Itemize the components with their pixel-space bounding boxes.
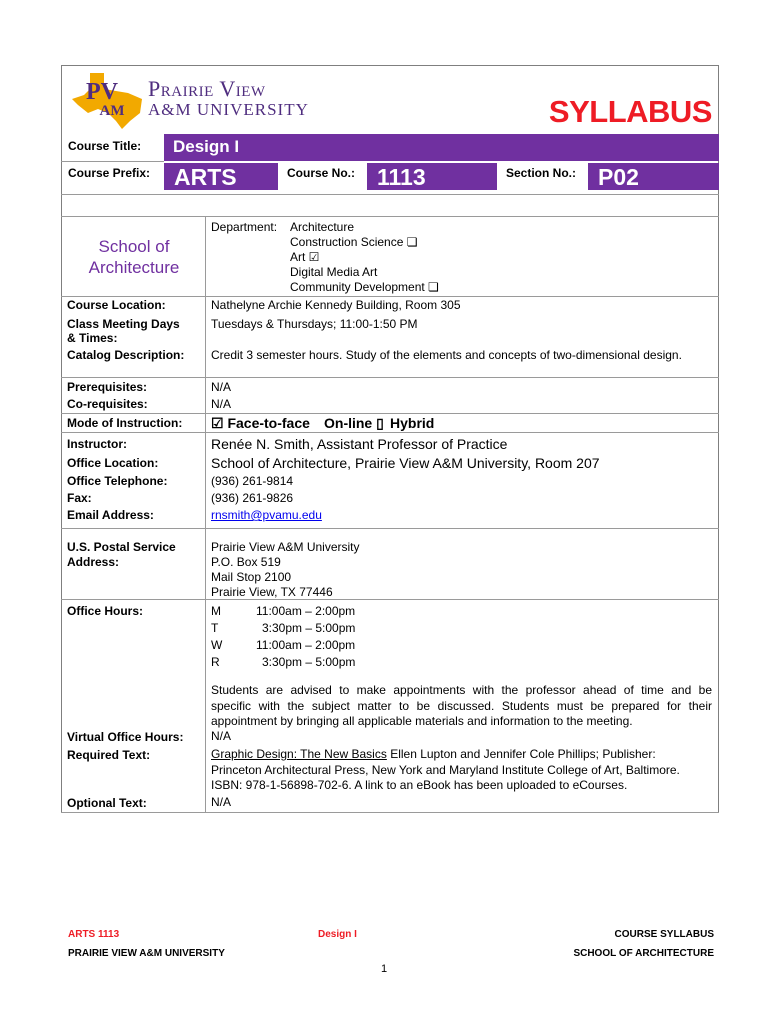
office-phone-value: (936) 261-9814 bbox=[211, 474, 294, 488]
divider bbox=[61, 194, 719, 195]
section-number: P02 bbox=[598, 164, 639, 190]
office-hours-label: Office Hours: bbox=[67, 604, 144, 618]
department-community: Community Development ❏ bbox=[290, 280, 439, 294]
divider bbox=[61, 528, 719, 529]
department-label: Department: bbox=[211, 220, 278, 234]
department-construction: Construction Science ❏ bbox=[290, 235, 418, 249]
course-title-bar bbox=[164, 134, 719, 161]
office-phone-label: Office Telephone: bbox=[67, 474, 168, 488]
divider bbox=[61, 413, 719, 414]
divider bbox=[61, 216, 719, 217]
hours-day: R bbox=[211, 655, 220, 669]
course-prefix-label: Course Prefix: bbox=[68, 166, 151, 180]
required-text-title: Graphic Design: The New Basics bbox=[211, 747, 387, 761]
mode-face-to-face: ☑ Face-to-face bbox=[211, 415, 310, 431]
divider bbox=[61, 296, 719, 297]
course-number: 1113 bbox=[377, 164, 426, 190]
postal-label: U.S. Postal Service Address: bbox=[67, 540, 176, 569]
divider bbox=[61, 599, 719, 600]
location-value: Nathelyne Archie Kennedy Building, Room 305 bbox=[211, 298, 461, 312]
coreq-label: Co-requisites: bbox=[67, 397, 148, 411]
fax-label: Fax: bbox=[67, 491, 92, 505]
school-name: School of Architecture bbox=[88, 237, 180, 277]
hours-day: T bbox=[211, 621, 219, 635]
divider bbox=[61, 812, 719, 813]
prereq-value: N/A bbox=[211, 380, 232, 394]
course-title: Design I bbox=[173, 137, 240, 156]
divider bbox=[61, 377, 719, 378]
logo-name-line1: Prairie View bbox=[148, 76, 266, 101]
fax-value: (936) 261-9826 bbox=[211, 491, 294, 505]
footer-university: PRAIRIE VIEW A&M UNIVERSITY bbox=[68, 948, 225, 959]
footer-doc-type: COURSE SYLLABUS bbox=[614, 929, 714, 940]
divider bbox=[61, 432, 719, 433]
optional-text-label: Optional Text: bbox=[67, 796, 147, 810]
location-label: Course Location: bbox=[67, 298, 166, 312]
optional-text-value: N/A bbox=[211, 795, 232, 809]
prereq-label: Prerequisites: bbox=[67, 380, 148, 394]
mode-online: On-line ▯ bbox=[324, 415, 384, 431]
course-number-label: Course No.: bbox=[287, 166, 356, 180]
virtual-hours-value: N/A bbox=[211, 729, 232, 743]
instructor-label: Instructor: bbox=[67, 437, 127, 451]
section-number-label: Section No.: bbox=[506, 166, 577, 180]
course-title-label: Course Title: bbox=[68, 139, 142, 153]
mode-hybrid: Hybrid bbox=[390, 415, 435, 431]
department-digital-media: Digital Media Art bbox=[290, 265, 378, 279]
column-divider bbox=[205, 296, 206, 813]
hours-day: M bbox=[211, 604, 221, 618]
hours-day: W bbox=[211, 638, 223, 652]
catalog-label: Catalog Description: bbox=[67, 348, 185, 362]
meeting-label: Class Meeting Days & Times: bbox=[67, 317, 180, 345]
document-title: SYLLABUS bbox=[548, 94, 712, 129]
hours-time: 3:30pm – 5:00pm bbox=[262, 621, 356, 635]
footer-course: ARTS 1113 bbox=[68, 929, 120, 940]
svg-text:AM: AM bbox=[99, 103, 125, 119]
instructor-name: Renée N. Smith, Assistant Professor of Practice bbox=[211, 436, 508, 452]
meeting-value: Tuesdays & Thursdays; 11:00-1:50 PM bbox=[211, 317, 418, 331]
logo-name-line2: A&M UNIVERSITY bbox=[148, 100, 309, 119]
department-art: Art ☑ bbox=[290, 250, 320, 264]
virtual-hours-label: Virtual Office Hours: bbox=[67, 730, 184, 744]
hours-time: 11:00am – 2:00pm bbox=[256, 638, 356, 652]
email-label: Email Address: bbox=[67, 508, 154, 522]
office-location-label: Office Location: bbox=[67, 456, 159, 470]
department-architecture: Architecture bbox=[290, 220, 355, 234]
required-text-label: Required Text: bbox=[67, 748, 151, 762]
hours-time: 11:00am – 2:00pm bbox=[256, 604, 356, 618]
footer-title: Design I bbox=[318, 929, 357, 940]
svg-text:PV: PV bbox=[86, 79, 118, 105]
coreq-value: N/A bbox=[211, 397, 232, 411]
page-number: 1 bbox=[381, 963, 388, 975]
email-link[interactable]: rnsmith@pvamu.edu bbox=[211, 508, 322, 522]
office-hours-note: Students are advised to make appointments with the professor ahead of time and be specific with the subject matter to be discussed. Students must be prepared for their appointment by bringing all applicable materials and information to the meeting. bbox=[211, 683, 712, 728]
hours-time: 3:30pm – 5:00pm bbox=[262, 655, 356, 669]
required-text-value: Graphic Design: The New Basics Ellen Lupton and Jennifer Cole Phillips; Publisher: Princeton Architectural Press, New York and Maryland Institute College of Art, Baltimore. ISBN: 978-1-56898-702-6. A link to an eBook has been uploaded to eCourses. bbox=[211, 747, 680, 792]
postal-address: Prairie View A&M University P.O. Box 519 Mail Stop 2100 Prairie View, TX 77446 bbox=[211, 540, 360, 599]
office-location-value: School of Architecture, Prairie View A&M University, Room 207 bbox=[211, 455, 600, 471]
divider bbox=[61, 161, 164, 162]
course-prefix: ARTS bbox=[174, 164, 237, 190]
footer-school: SCHOOL OF ARCHITECTURE bbox=[573, 948, 714, 959]
mode-label: Mode of Instruction: bbox=[67, 416, 183, 430]
catalog-value: Credit 3 semester hours. Study of the elements and concepts of two-dimensional design. bbox=[211, 348, 682, 362]
